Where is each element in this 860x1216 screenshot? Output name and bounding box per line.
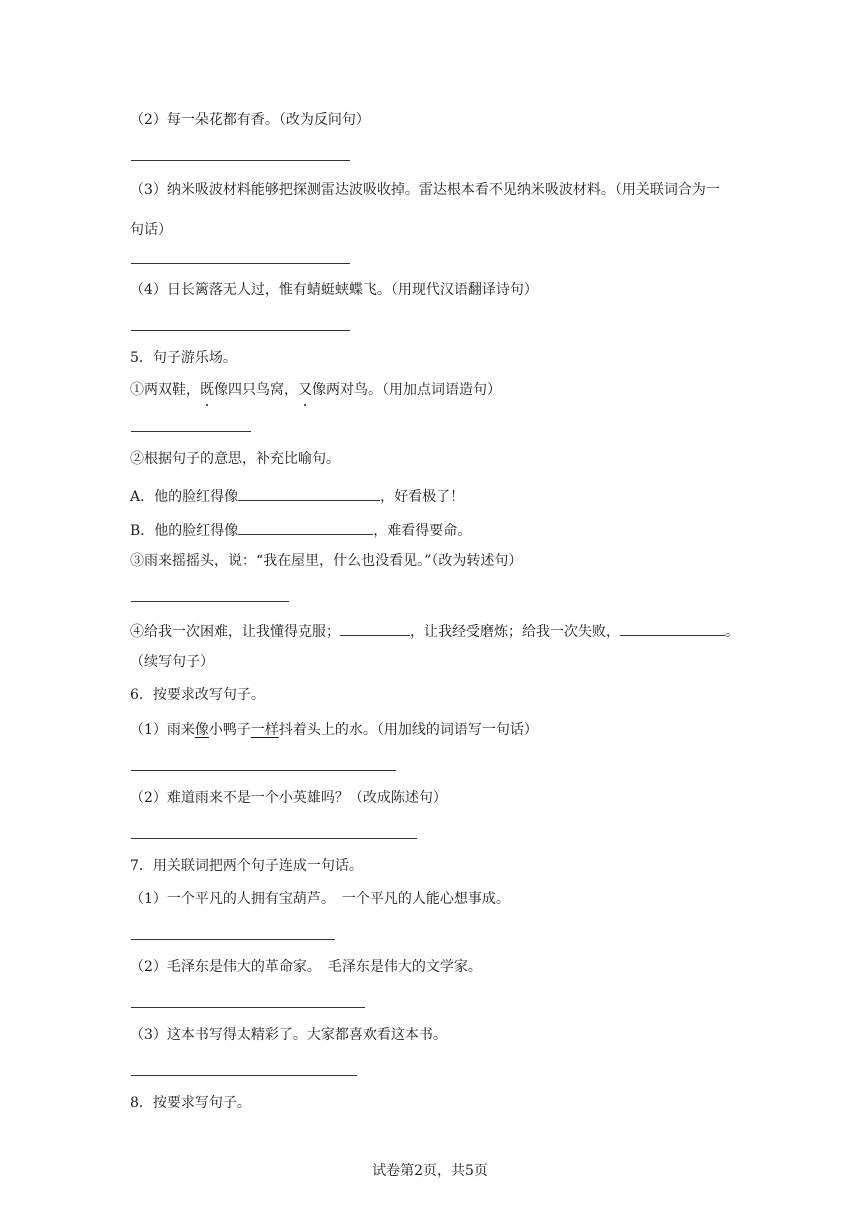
q7-sentence-2: （2）毛泽东是伟大的革命家。 毛泽东是伟大的文学家。 — [130, 959, 482, 975]
answer-line[interactable] — [131, 330, 350, 331]
q5-item-4-text: ④给我一次困难，让我懂得克服； — [130, 624, 340, 640]
option-a-text: ，好看极了！ — [380, 489, 465, 505]
dotted-word: 又 — [298, 382, 312, 398]
q6-sentence-1-text: （1）雨来 — [130, 722, 195, 738]
q5-item-1-text: 像四只鸟窝， — [214, 382, 298, 398]
answer-line[interactable] — [131, 1007, 365, 1008]
dotted-word: 既 — [200, 382, 214, 398]
option-a-text: A．他的脸红得像 — [130, 489, 239, 505]
q6-sentence-1-text: 抖着头上的水。（用加线的词语写一句话） — [278, 722, 538, 738]
answer-line[interactable] — [131, 431, 251, 432]
fill-blank[interactable] — [340, 619, 410, 636]
q5-item-4-note: （续写句子） — [130, 654, 214, 670]
q5-item-4-text: ，让我经受磨炼；给我一次失败， — [410, 624, 620, 640]
underlined-word: 像 — [194, 722, 209, 738]
q5-item-3: ③雨来摇摇头，说：“我在屋里，什么也没看见。”（改为转述句） — [130, 553, 523, 569]
answer-line[interactable] — [131, 601, 289, 602]
answer-line[interactable] — [131, 160, 350, 161]
answer-line[interactable] — [131, 1075, 357, 1076]
q5-item-1-text: 像两对鸟。（用加点词语造句） — [312, 382, 501, 398]
option-b-text: B．他的脸红得像 — [130, 523, 239, 539]
q5-item-2: ②根据句子的意思，补充比喻句。 — [130, 451, 340, 467]
answer-line[interactable] — [131, 939, 335, 940]
q5-item-4 — [130, 619, 739, 642]
q5-title: 5．句子游乐场。 — [130, 350, 237, 366]
q4-sentence-3: （3）纳米吸波材料能够把探测雷达波吸收掉。雷达根本看不见纳米吸波材料。（用关联词合为一句话） — [130, 182, 720, 238]
answer-line[interactable] — [131, 838, 417, 839]
option-b-text: ，难看得要命。 — [373, 523, 472, 539]
fill-blank[interactable] — [620, 619, 725, 636]
q6-title: 6．按要求改写句子。 — [130, 687, 265, 703]
q5-item-4-text: 。 — [725, 624, 739, 640]
q6-sentence-1 — [130, 720, 538, 740]
page-footer: 试卷第2页，共5页 — [372, 1163, 488, 1179]
q5-option-b — [130, 518, 471, 541]
q4-sentence-2: （2）每一朵花都有香。（改为反问句） — [130, 112, 370, 128]
q5-item-1 — [130, 380, 501, 400]
q6-sentence-1-text: 小鸭子 — [208, 722, 251, 738]
q5-item-1-text: ①两双鞋， — [130, 382, 200, 398]
q5-option-a — [130, 484, 464, 507]
q7-sentence-3: （3）这本书写得太精彩了。大家都喜欢看这本书。 — [130, 1027, 447, 1043]
q8-title: 8．按要求写句子。 — [130, 1095, 251, 1111]
underlined-word: 一样 — [250, 722, 279, 738]
answer-line[interactable] — [131, 770, 396, 771]
q6-sentence-2: （2）难道雨来不是一个小英雄吗？（改成陈述句） — [130, 790, 447, 806]
q7-title: 7．用关联词把两个句子连成一句话。 — [130, 858, 363, 874]
answer-line[interactable] — [131, 263, 350, 264]
fill-blank[interactable] — [238, 484, 380, 501]
q4-sentence-4: （4）日长篱落无人过，惟有蜻蜓蛱蝶飞。（用现代汉语翻译诗句） — [130, 282, 538, 298]
fill-blank[interactable] — [238, 518, 373, 535]
q7-sentence-1: （1）一个平凡的人拥有宝葫芦。 一个平凡的人能心想事成。 — [130, 891, 510, 907]
